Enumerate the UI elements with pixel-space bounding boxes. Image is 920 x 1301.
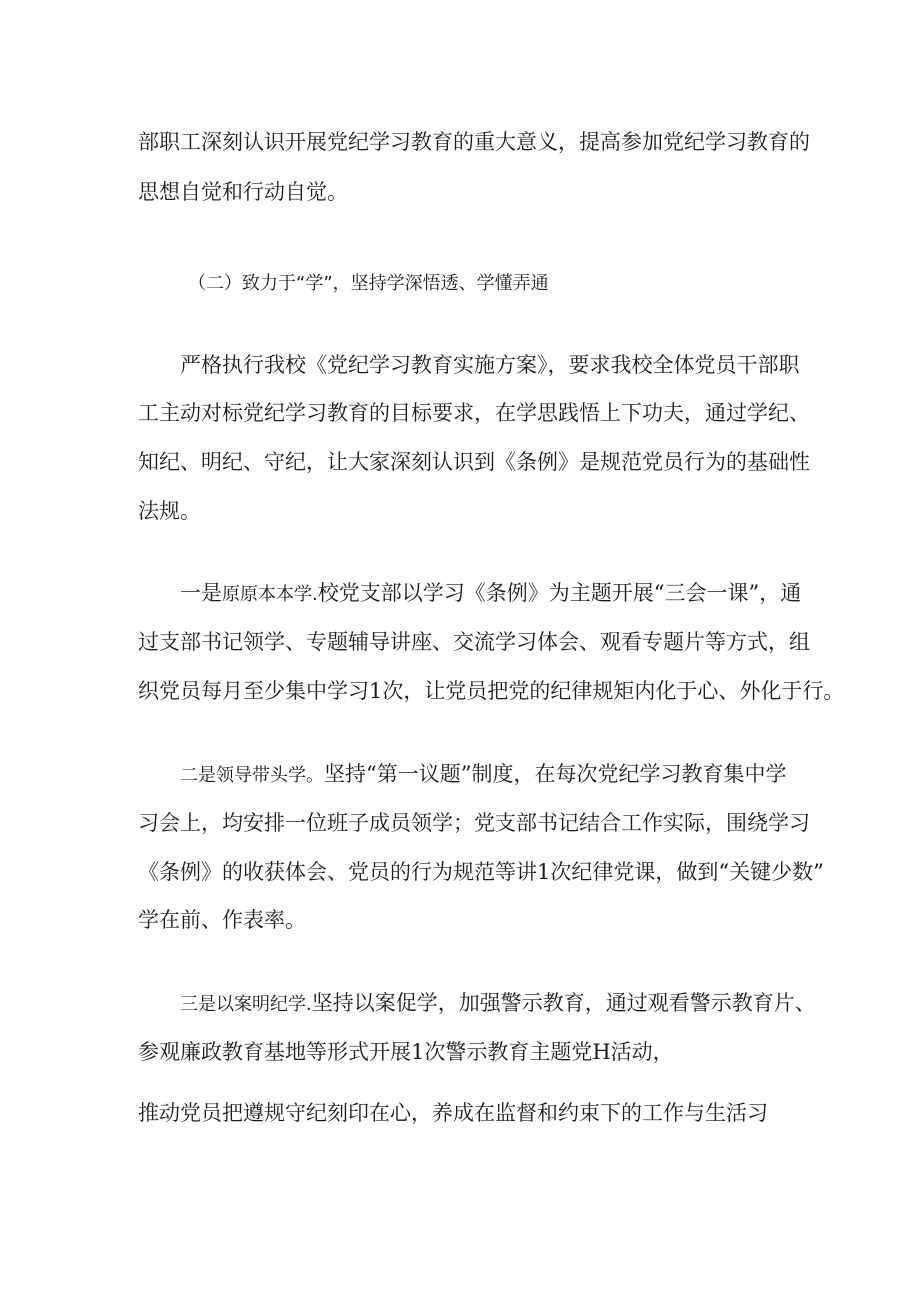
item2-line-1 — [180, 764, 786, 785]
item3-line-2: 参观廉政教育基地等形式开展1次警示教育主题党H活动， — [138, 1040, 674, 1064]
continuation-line-2: 思想自觉和行动自觉。 — [138, 180, 348, 204]
item2-line-3: 《条例》的收获体会、党员的行为规范等讲1次纪律党课，做到“关键少数” — [138, 860, 824, 884]
intro-line-1: 严格执行我校《党纪学习教育实施方案》，要求我校全体党员干部职 — [180, 353, 800, 377]
item3-line-3: 推动党员把遵规守纪刻印在心，养成在监督和约束下的工作与生活习 — [138, 1101, 768, 1125]
item3-lead: 三是以案明纪学. — [180, 994, 312, 1015]
item1-line-3: 织党员每月至少集中学习1次，让党员把党的纪律规矩内化于心、外化于行。 — [138, 679, 845, 703]
intro-line-3: 知纪、明纪、守纪，让大家深刻认识到《条例》是规范党员行为的基础性 — [138, 450, 810, 474]
intro-line-2: 工主动对标党纪学习教育的目标要求，在学思践悟上下功夫，通过学纪、 — [138, 401, 810, 425]
continuation-line-1: 部职工深刻认识开展党纪学习教育的重大意义，提高参加党纪学习教育的 — [138, 130, 810, 154]
item2-lead: 二是领导带头学。 — [180, 765, 324, 786]
item1-lead: 原原本本学. — [222, 584, 318, 605]
item1-prefix: 一是 — [180, 581, 222, 605]
item3-line1-rest: 坚持以案促学，加强警示教育，通过观看警示教育片、 — [311, 991, 816, 1015]
item1-line-2: 过支部书记领学、专题辅导讲座、交流学习体会、观看专题片等方式，组 — [138, 630, 810, 654]
item1-line1-rest: 校党支部以学习《条例》为主题开展“三会一课”，通 — [317, 581, 802, 605]
intro-line-4: 法规。 — [138, 499, 201, 523]
item2-line1-rest: 坚持“第一议题”制度，在每次党纪学习教育集中学 — [324, 762, 787, 786]
item2-line-2: 习会上，均安排一位班子成员领学；党支部书记结合工作实际，围绕学习 — [138, 811, 810, 835]
item1-line-1 — [180, 583, 801, 604]
item2-line-4: 学在前、作表率。 — [138, 908, 306, 932]
item3-line-1 — [180, 993, 816, 1014]
section-heading: （二）致力于“学”，坚持学深悟透、学懂弄通 — [188, 273, 549, 294]
